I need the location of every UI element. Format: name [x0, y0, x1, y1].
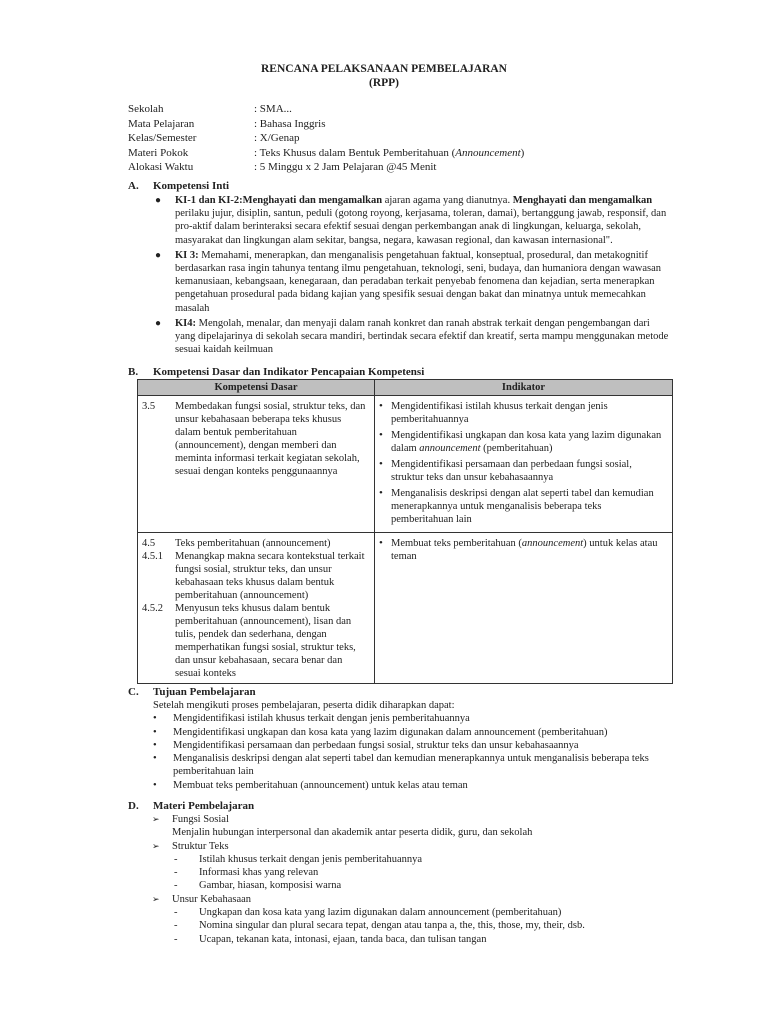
- ki-item: [151, 317, 671, 357]
- info-value-text: : Teks Khusus dalam Bentuk Pemberitahuan (: [254, 146, 456, 159]
- tujuan-pembelajaran: [153, 699, 673, 792]
- header-indikator: Indikator: [375, 380, 673, 396]
- bullet-icon: ●: [155, 317, 162, 329]
- section-letter: B.: [128, 366, 139, 378]
- dash-bullet-icon: -: [174, 853, 178, 865]
- ki-bold-text: KI-1 dan KI-2:Menghayati dan mengamalkan: [175, 195, 383, 206]
- indikator-item: [379, 537, 666, 563]
- indikator-text: Mengidentifikasi istilah khusus terkait dengan jenis pemberitahuannya: [391, 401, 608, 425]
- section-title: Materi Pembelajaran: [153, 800, 255, 812]
- table-row: [138, 533, 673, 684]
- info-row-sekolah: [128, 102, 524, 117]
- ki-item: [151, 249, 671, 315]
- indikator-item: [379, 487, 666, 526]
- bullet-icon: ●: [155, 249, 162, 261]
- section-letter: C.: [128, 686, 139, 698]
- kompetensi-dasar-table: [137, 379, 673, 684]
- kd-text: Teks pemberitahuan (announcement): [175, 538, 331, 549]
- info-label: Alokasi Waktu: [128, 161, 194, 173]
- indikator-list: [379, 537, 666, 563]
- ki-bold-text: KI4:: [175, 317, 196, 329]
- info-value-italic: Announcement: [455, 146, 521, 159]
- info-value: : X/Genap: [254, 132, 300, 144]
- tujuan-intro: Setelah mengikuti proses pembelajaran, peserta didik diharapkan dapat:: [153, 700, 455, 711]
- tujuan-list: [153, 712, 673, 792]
- list-item-text: Ungkapan dan kosa kata yang lazim digunakan dalam announcement (pemberitahuan): [199, 907, 562, 919]
- list-item: • Mengidentifikasi ungkapan dan kosa kata yang lazim digunakan dalam announcement (pemberitahuan): [153, 726, 673, 739]
- indikator-text: (pemberitahuan): [480, 443, 553, 454]
- info-label: Materi Pokok: [128, 146, 189, 159]
- indikator-cell: [375, 396, 673, 533]
- section-letter: A.: [128, 180, 139, 192]
- materi-heading: Struktur Teks: [172, 840, 229, 852]
- document-title: RENCANA PELAKSANAAN PEMBELAJARAN: [261, 63, 507, 75]
- arrow-bullet-icon: ➢: [152, 893, 160, 904]
- list-item: [152, 906, 672, 919]
- list-item: • Mengidentifikasi istilah khusus terkait dengan jenis pemberitahuannya: [153, 712, 673, 725]
- ki-bold-text: KI 3:: [175, 249, 199, 261]
- ki-text: Mengolah, menalar, dan menyaji dalam ranah konkret dan ranah abstrak terkait dengan pengembangan dari yang dipelajarinya di sekolah secara mandiri, bertindak secara efektif dan kreatif, serta mampu menggunakan metode sesuai kaidah keilmuan: [175, 317, 669, 356]
- materi-heading: Unsur Kebahasaan: [172, 893, 252, 905]
- ki-bold-text: Menghayati dan mengamalkan: [512, 195, 653, 206]
- indikator-item: [379, 429, 666, 455]
- dash-bullet-icon: -: [174, 907, 178, 919]
- list-item: • Membuat teks pemberitahuan (announcement) untuk kelas atau teman: [153, 779, 673, 792]
- info-label: Sekolah: [128, 103, 164, 115]
- dash-bullet-icon: -: [174, 920, 178, 932]
- list-item-text: Ucapan, tekanan kata, intonasi, ejaan, tanda baca, dan tulisan tangan: [199, 933, 487, 945]
- kd-entry: [142, 400, 368, 478]
- kompetensi-inti-list: [151, 194, 671, 358]
- list-item-text: Istilah khusus terkait dengan jenis pemberitahuannya: [199, 853, 423, 865]
- info-value: : 5 Minggu x 2 Jam Pelajaran @45 Menit: [254, 161, 437, 173]
- kd-entry: [142, 550, 368, 602]
- indikator-item: [379, 400, 666, 426]
- kd-cell: [138, 533, 375, 684]
- section-title: Kompetensi Inti: [153, 180, 230, 192]
- info-row-alokasi-waktu: [128, 160, 524, 175]
- info-row-materi-pokok: [128, 146, 524, 161]
- list-item-text: Gambar, hiasan, komposisi warna: [199, 880, 342, 892]
- info-value: : SMA...: [254, 103, 292, 115]
- indikator-text: Mengidentifikasi persamaan dan perbedaan fungsi sosial, struktur teks dan unsur kebahasaannya: [391, 459, 632, 483]
- materi-heading: Fungsi Sosial: [172, 814, 229, 825]
- kd-entry: [142, 602, 368, 680]
- section-title: Kompetensi Dasar dan Indikator Pencapaian Kompetensi: [153, 366, 425, 378]
- indikator-cell: [375, 533, 673, 684]
- info-row-kelas-semester: [128, 131, 524, 146]
- list-item: • Mengidentifikasi persamaan dan perbedaan fungsi sosial, struktur teks dan unsur kebahasaannya: [153, 739, 673, 752]
- kd-text: Membedakan fungsi sosial, struktur teks, dan unsur kebahasaan beberapa teks khusus dalam bentuk pemberitahuan (announcement), dengan memberi dan meminta informasi terkait kegiatan sekolah, sesuai dengan konteks penggunaannya: [175, 401, 366, 477]
- kd-number: 4.5: [142, 538, 156, 549]
- kd-cell: [138, 396, 375, 533]
- list-item: [152, 919, 672, 932]
- document-subtitle: (RPP): [368, 77, 399, 89]
- ki-item: [151, 194, 671, 247]
- list-item-text: Informasi khas yang relevan: [199, 867, 319, 879]
- indikator-italic: announcement: [521, 538, 584, 549]
- list-item: • Menganalisis deskripsi dengan alat seperti tabel dan kemudian menerapkannya untuk menganalisis beberapa teks pemberitahuan lain: [153, 752, 673, 779]
- dash-bullet-icon: -: [174, 867, 178, 879]
- list-item: [152, 879, 672, 892]
- indikator-item: [379, 458, 666, 484]
- materi-struktur-teks: [152, 840, 672, 853]
- info-label: Mata Pelajaran: [128, 117, 195, 130]
- indikator-text: Mengidentifikasi ungkapan dan kosa kata yang lazim digunakan dalam: [391, 430, 662, 454]
- dash-bullet-icon: -: [174, 933, 178, 945]
- section-heading-c: [128, 686, 256, 698]
- info-row-mata-pelajaran: [128, 117, 524, 132]
- ki-text: ajaran agama yang dianutnya.: [382, 195, 513, 206]
- kd-entry: [142, 537, 368, 550]
- materi-fungsi-sosial: [152, 813, 672, 826]
- ki-text: Memahami, menerapkan, dan menganalisis pengetahuan faktual, konseptual, prosedural, dan metakognitif berdasarkan rasa ingin tahunya tentang ilmu pengetahuan, teknologi, seni, budaya, dan humaniora dengan wawasan kemanusiaan, kebangsaan, kenegaraan, dan peradaban terkait penyebab fenomena dan kejadian, serta menerapkan pengetahuan prosedural pada bidang kajian yang spesifik sesuai dengan bakat dan minatnya untuk memecahkan masalah: [175, 249, 662, 314]
- indikator-text: Menganalisis deskripsi dengan alat seperti tabel dan kemudian menerapkannya untuk menganalisis beberapa teks pemberitahuan lain: [391, 488, 654, 525]
- header-kompetensi-dasar: Kompetensi Dasar: [138, 380, 375, 396]
- kd-number: 4.5.1: [142, 551, 163, 562]
- indikator-list: [379, 400, 666, 526]
- indikator-italic: announcement: [419, 443, 481, 454]
- materi-pembelajaran: [152, 813, 672, 946]
- arrow-bullet-icon: ➢: [152, 814, 160, 824]
- kd-text: Menangkap makna secara kontekstual terkait fungsi sosial, struktur teks, dan unsur kebahasaan teks khusus dalam bentuk pemberitahuan (announcement): [175, 551, 365, 601]
- indikator-text: Membuat teks pemberitahuan (: [391, 538, 522, 549]
- list-item-text: Nomina singular dan plural secara tepat, dengan atau tanpa a, the, this, those, my, their, dsb.: [199, 920, 585, 932]
- kd-number: 3.5: [142, 401, 156, 412]
- info-value-text: ): [520, 146, 525, 159]
- arrow-bullet-icon: ➢: [152, 840, 160, 851]
- kd-text: Menyusun teks khusus dalam bentuk pemberitahuan (announcement), lisan dan tulis, pendek dan sederhana, dengan memperhatikan fungsi sosial, struktur teks, dan unsur kebahasaan, secara benar dan sesuai konteks: [175, 603, 356, 679]
- section-heading-b: [128, 366, 424, 378]
- info-value: [254, 146, 524, 161]
- materi-text: Menjalin hubungan interpersonal dan akademik antar peserta didik, guru, dan sekolah: [172, 827, 533, 839]
- section-title: Tujuan Pembelajaran: [153, 686, 256, 698]
- dash-bullet-icon: -: [174, 880, 178, 892]
- table-header-row: [138, 380, 673, 396]
- section-letter: D.: [128, 800, 139, 812]
- info-value: : Bahasa Inggris: [254, 117, 326, 130]
- list-item: [152, 933, 672, 946]
- ki-text: perilaku jujur, disiplin, santun, peduli (gotong royong, kerjasama, toleran, damai), bertanggung jawab, responsif, dan pro-aktif dalam berinteraksi secara efektif sesuai dengan perkembangan anak di lingkungan, keluarga, sekolah, masyarakat dan lingkungan alam sekitar, bangsa, negara, kawasan regional, dan kawasan internasional".: [175, 208, 667, 246]
- list-item: [152, 853, 672, 866]
- list-item: [152, 866, 672, 879]
- info-label: Kelas/Semester: [128, 132, 197, 144]
- section-heading-a: [128, 180, 229, 192]
- bullet-icon: ●: [155, 195, 162, 206]
- table-row: [138, 396, 673, 533]
- indikator-text: ) untuk kelas atau teman: [391, 538, 658, 562]
- section-heading-d: [128, 800, 254, 812]
- kd-number: 4.5.2: [142, 603, 163, 614]
- materi-unsur-kebahasaan: [152, 893, 672, 906]
- identity-block: [128, 102, 524, 175]
